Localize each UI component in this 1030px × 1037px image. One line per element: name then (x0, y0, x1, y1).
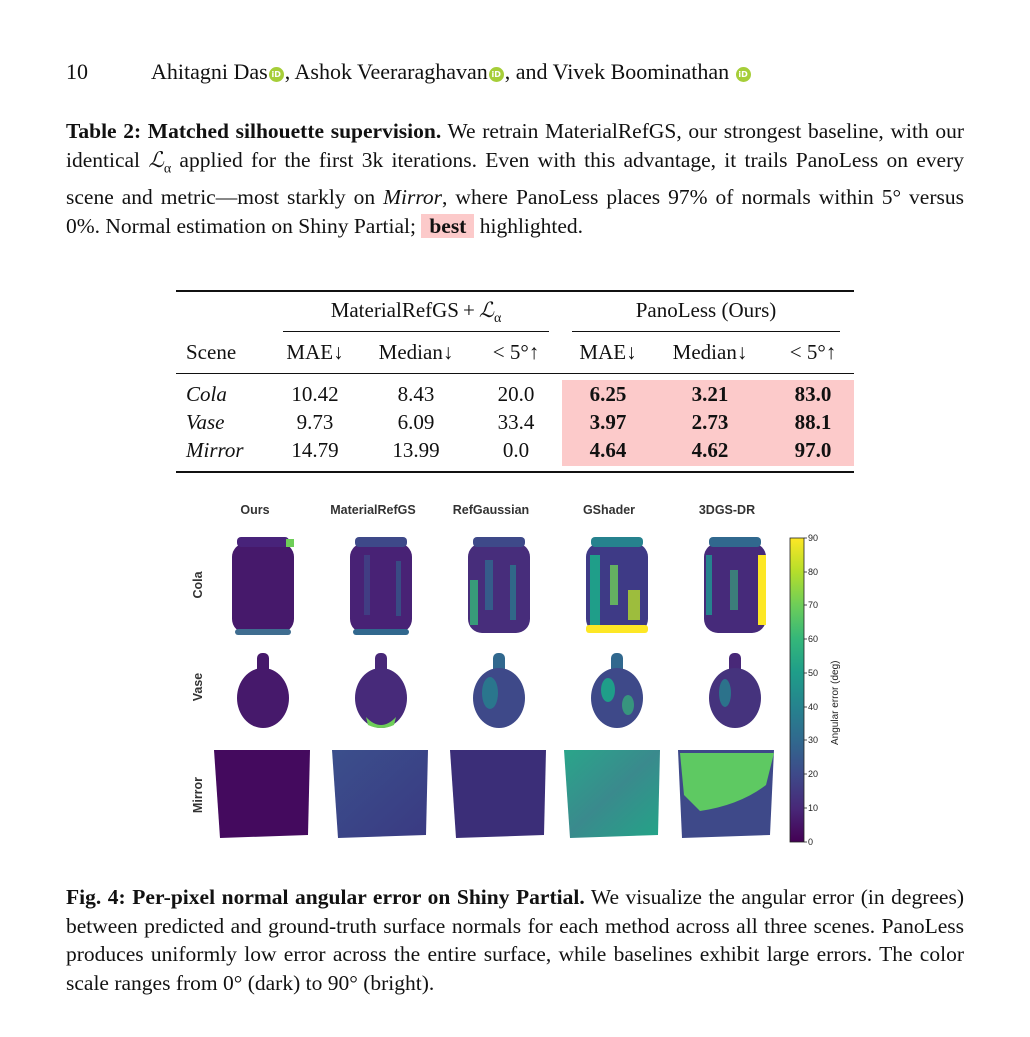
colorbar-tick-label: 0 (808, 837, 814, 847)
author-separator: , and (504, 59, 553, 84)
running-head-authors (151, 59, 752, 85)
table-cell: 14.79 (291, 438, 339, 462)
table-cell: 9.73 (296, 410, 334, 434)
figure-caption (66, 883, 964, 997)
col-header-within5: < 5°↑ (492, 340, 540, 364)
mirror-materialrefgs (332, 750, 428, 838)
loss-symbol: ℒ (148, 147, 164, 172)
table-cell-best: 3.21 (691, 382, 729, 406)
table-cell-best: 4.62 (691, 438, 729, 462)
table-mid-rule (176, 373, 854, 374)
colorbar-ticks (804, 538, 807, 842)
table-cell: 8.43 (397, 382, 435, 406)
best-highlight-legend: best (421, 214, 474, 238)
colorbar (790, 538, 804, 842)
cola-gshader (586, 537, 648, 633)
error-map-figure (180, 495, 860, 865)
author-name: Ashok Veeraraghavan (294, 59, 488, 84)
table-cell-best: 2.73 (691, 410, 729, 434)
author-separator: , (284, 59, 295, 84)
table-cell-best: 4.64 (589, 438, 627, 462)
caption-text: , where PanoLess places 97% of normals within 5° versus 0%. Normal estimation on Shiny Partial; (66, 185, 964, 238)
scene-row-header: Cola (191, 571, 205, 599)
scene-row-header: Mirror (191, 776, 205, 814)
error-map-grid (180, 495, 860, 865)
scene-name-emphasis: Mirror (383, 185, 443, 210)
table-cell: 13.99 (392, 438, 440, 462)
table-cell: 10.42 (291, 382, 339, 406)
colorbar-axis-label: Angular error (deg) (830, 660, 841, 745)
table-cell-best: 97.0 (794, 438, 832, 462)
cola-refgaussian (468, 537, 530, 633)
method-header: MaterialRefGS (330, 503, 416, 517)
cola-materialrefgs (350, 537, 412, 635)
plus-sign: + (462, 298, 475, 322)
method-header: RefGaussian (452, 503, 530, 517)
author-name: Vivek Boominathan (552, 59, 730, 84)
vase-refgaussian (473, 653, 525, 728)
figure-caption-label: Fig. 4: Per-pixel normal angular error on Shiny Partial. (66, 885, 585, 909)
group-header-baseline (283, 298, 549, 327)
colorbar-tick-label: 80 (808, 567, 819, 577)
table-cell: 0.0 (502, 438, 530, 462)
orcid-icon[interactable]: iD (489, 67, 504, 82)
loss-subscript: α (163, 160, 172, 176)
colorbar-tick-label: 50 (808, 668, 819, 678)
caption-text: We visualize the angular error (in degrees) between predicted and ground-truth surface normals for each method across all three scenes. PanoLess produces uniformly low error across the entire surface, while baselines exhibit large errors. The color scale ranges from 0° (dark) to 90° (bright). (66, 885, 964, 995)
caption-text: We retrain MaterialRefGS, our strongest baseline, with our identical (66, 119, 964, 172)
colorbar-tick-label: 40 (808, 702, 819, 712)
loss-symbol: ℒ (478, 298, 494, 322)
caption-text: applied for the first 3k iterations. Even with this advantage, it trails PanoLess on every scene and metric—most starkly on (66, 147, 964, 210)
table-cell: 6.09 (397, 410, 435, 434)
col-header-median: Median↓ (378, 340, 454, 364)
group-underline-ours (572, 331, 840, 332)
vase-gshader (591, 653, 643, 728)
mirror-gshader (564, 750, 660, 838)
row-scene-label: Mirror (186, 438, 244, 462)
col-header-scene: Scene (186, 340, 237, 364)
orcid-icon[interactable]: iD (269, 67, 284, 82)
colorbar-tick-label: 30 (808, 735, 819, 745)
colorbar-tick-label: 20 (808, 769, 819, 779)
group-underline-baseline (283, 331, 549, 332)
caption-text: highlighted. (474, 213, 584, 238)
col-header-mae: MAE↓ (579, 340, 637, 364)
mirror-refgaussian (450, 750, 546, 838)
table-cell-best: 83.0 (794, 382, 832, 406)
table-caption (66, 117, 964, 240)
page-number: 10 (66, 59, 88, 84)
col-header-median: Median↓ (672, 340, 748, 364)
row-scene-label: Vase (186, 410, 225, 434)
colorbar-tick-label: 70 (808, 600, 819, 610)
cola-ours (232, 537, 294, 635)
col-header-mae: MAE↓ (286, 340, 344, 364)
mirror-ours (214, 750, 310, 838)
table-cell-best: 3.97 (589, 410, 627, 434)
table-cell: 33.4 (497, 410, 535, 434)
colorbar-tick-label: 10 (808, 803, 819, 813)
table-top-rule (176, 290, 854, 292)
loss-subscript: α (493, 311, 502, 327)
table-cell-best: 6.25 (589, 382, 627, 406)
baseline-name: MaterialRefGS (330, 298, 459, 322)
mirror-3dgsdr (678, 750, 774, 838)
orcid-icon[interactable]: iD (736, 67, 751, 82)
colorbar-tick-label: 60 (808, 634, 819, 644)
col-header-within5: < 5°↑ (789, 340, 837, 364)
table-cell-best: 88.1 (794, 410, 832, 434)
method-header: 3DGS-DR (698, 503, 756, 517)
table-bottom-rule (176, 471, 854, 473)
scene-row-header: Vase (191, 672, 205, 702)
method-header: Ours (240, 503, 270, 517)
cola-3dgsdr (704, 537, 766, 633)
vase-materialrefgs (355, 653, 407, 728)
method-header: GShader (582, 503, 636, 517)
vase-ours (237, 653, 289, 728)
author-name: Ahitagni Das (151, 59, 268, 84)
results-table (176, 290, 854, 473)
group-header-ours: PanoLess (Ours) (635, 298, 777, 322)
row-scene-label: Cola (186, 382, 227, 406)
table-cell: 20.0 (497, 382, 535, 406)
colorbar-tick-label: 90 (808, 533, 819, 543)
table-caption-label: Table 2: Matched silhouette supervision. (66, 119, 442, 143)
vase-3dgsdr (709, 653, 761, 728)
